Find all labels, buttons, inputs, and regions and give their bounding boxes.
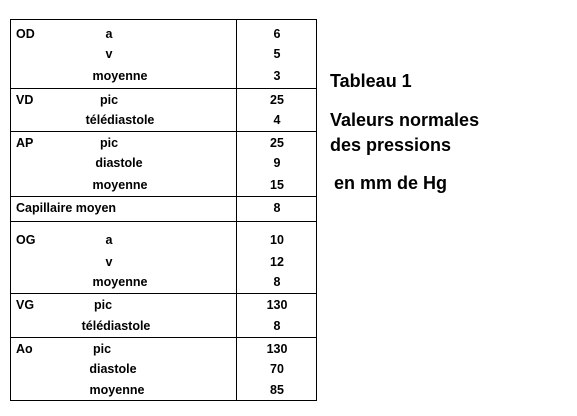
group-label-og: OG — [16, 233, 36, 247]
section-divider — [11, 221, 316, 222]
row-label: v — [105, 47, 113, 61]
row-value: 25 — [270, 136, 284, 150]
group-label-vd: VD — [16, 93, 34, 107]
row-label: télédiastole — [81, 319, 151, 333]
row-label: pic — [93, 298, 113, 312]
row-label: v — [105, 255, 113, 269]
row-label: a — [105, 233, 113, 247]
row-label: télédiastole — [85, 113, 155, 127]
row-label: a — [105, 27, 113, 41]
row-label: moyenne — [89, 383, 145, 397]
row-label: pic — [99, 136, 119, 150]
section-divider — [11, 196, 316, 197]
row-value: 130 — [266, 342, 288, 356]
row-value: 10 — [270, 233, 284, 247]
row-value: 15 — [270, 178, 284, 192]
row-label: diastole — [89, 362, 137, 376]
row-value: 70 — [270, 362, 284, 376]
row-label: moyenne — [92, 178, 148, 192]
caption-line-1: Valeurs normales — [330, 110, 480, 130]
section-divider — [11, 88, 316, 89]
section-divider — [11, 293, 316, 294]
row-value: 8 — [273, 275, 281, 289]
section-divider — [11, 337, 316, 338]
row-value: 85 — [270, 383, 284, 397]
group-label-od: OD — [16, 27, 35, 41]
row-value: 8 — [273, 319, 281, 333]
row-label: pic — [92, 342, 112, 356]
group-label-ao: Ao — [16, 342, 33, 356]
row-value: 6 — [273, 27, 281, 41]
row-value: 4 — [273, 113, 281, 127]
row-value: 8 — [273, 201, 281, 215]
row-label: pic — [99, 93, 119, 107]
group-label-capillaire: Capillaire moyen — [16, 201, 117, 215]
row-value: 3 — [273, 69, 281, 83]
row-label: moyenne — [92, 69, 148, 83]
row-value: 12 — [270, 255, 284, 269]
row-label: moyenne — [92, 275, 148, 289]
caption-line-3: en mm de Hg — [334, 173, 448, 193]
pressure-table — [10, 19, 317, 401]
caption-line-2: des pressions — [330, 135, 452, 155]
group-label-vg: VG — [16, 298, 35, 312]
group-label-ap: AP — [16, 136, 34, 150]
row-value: 9 — [273, 156, 281, 170]
table-title: Tableau 1 — [330, 71, 412, 91]
section-divider — [11, 131, 316, 132]
row-value: 25 — [270, 93, 284, 107]
row-label: diastole — [95, 156, 143, 170]
row-value: 5 — [273, 47, 281, 61]
row-value: 130 — [266, 298, 288, 312]
